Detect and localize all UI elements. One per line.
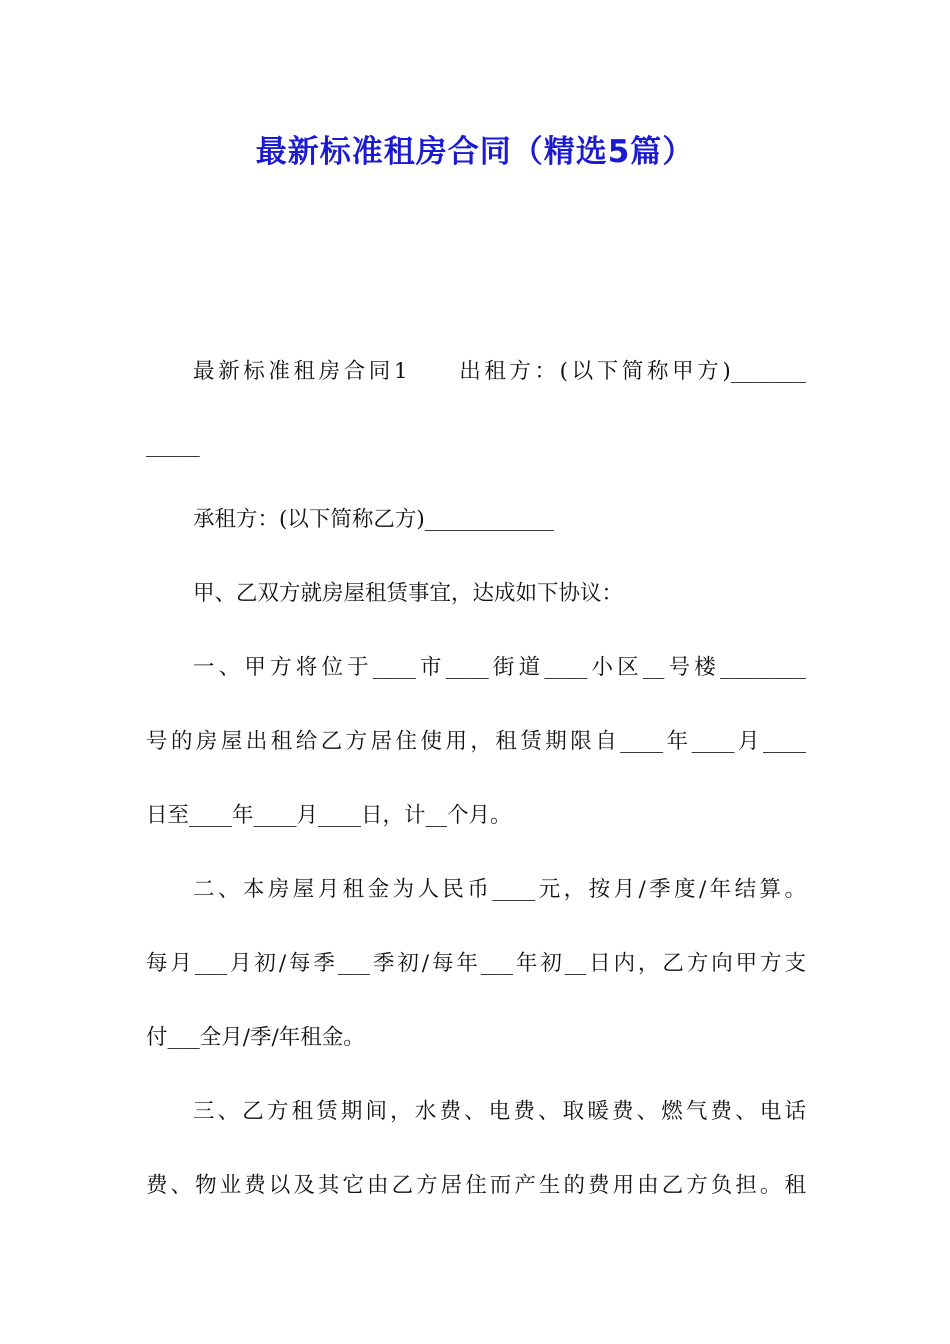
lessor-label: 出租方：(以下简称甲方)_______	[455, 359, 806, 384]
paragraph-line-12: 费、物业费以及其它由乙方居住而产生的费用由乙方负担。租	[146, 1173, 806, 1198]
document-title: 最新标准租房合同（精选5篇）	[255, 134, 695, 170]
document-body	[146, 335, 806, 1223]
paragraph-line-2: _____	[146, 433, 200, 458]
paragraph-line-7: 日至____年____月____日，计__个月。	[146, 803, 512, 828]
paragraph-line-4: 甲、乙双方就房屋租赁事宜，达成如下协议：	[193, 581, 624, 606]
paragraph-line-1	[146, 335, 806, 409]
paragraph-line-3: 承租方：(以下简称乙方)____________	[193, 507, 554, 532]
paragraph-line-5: 一、甲方将位于____市____街道____小区__号楼________	[193, 655, 806, 680]
paragraph-line-9: 每月___月初/每季___季初/每年___年初__日内，乙方向甲方支	[146, 951, 806, 976]
paragraph-line-10: 付___全月/季/年租金。	[146, 1025, 365, 1050]
paragraph-line-6: 号的房屋出租给乙方居住使用，租赁期限自____年____月____	[146, 729, 806, 754]
paragraph-line-8: 二、本房屋月租金为人民币____元，按月/季度/年结算。	[193, 877, 806, 902]
contract-heading: 最新标准租房合同1	[193, 359, 408, 384]
paragraph-line-11: 三、乙方租赁期间，水费、电费、取暖费、燃气费、电话	[193, 1099, 806, 1124]
